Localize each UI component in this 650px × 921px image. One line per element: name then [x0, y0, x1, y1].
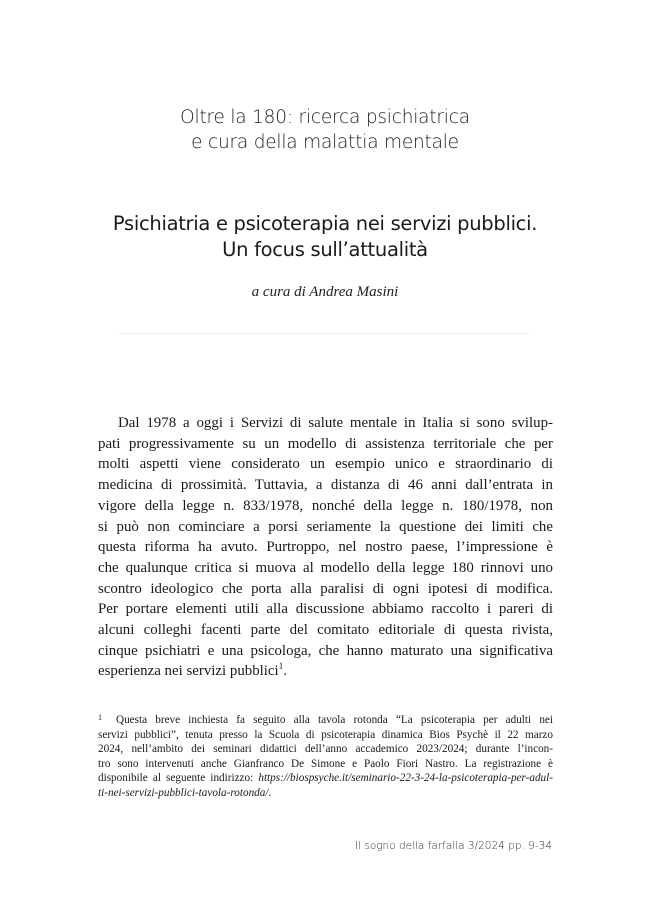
body-line: esperienza nei servizi pubblici$^1$. — [98, 661, 287, 680]
body-line: Per portare elementi utili alla discussione abbiamo raccolto i pareri di — [98, 601, 553, 618]
footnote-line: 2024, nell’ambito dei seminari didattici dell’anno accademico 2023/2024; durante l’incon- — [98, 743, 553, 756]
body-line: Dal 1978 a oggi i Servizi di salute mentale in Italia si sono svilup- — [118, 415, 553, 431]
body-line-text: esperienza nei servizi pubblici — [98, 663, 279, 680]
body-line: molti aspetti viene considerato un esempio unico e straordinario di — [98, 456, 553, 473]
title-separator — [118, 333, 530, 334]
footnote-line: tro sono intervenuti anche Gianfranco De Simone e Paolo Fiori Nastro. La registrazione è — [98, 757, 553, 770]
body-line: questa riforma ha avuto. Purtroppo, nel nostro paese, l’impressione è — [98, 539, 553, 556]
body-line: che qualunque critica si muova al modello della legge 180 rinnovi uno — [98, 559, 553, 576]
body-line: medicina di prossimità. Tuttavia, a distanza di 46 anni dall’entrata in — [98, 477, 553, 494]
running-footer: Il sogno della farfalla 3/2024 pp. 9-34 — [355, 840, 552, 852]
article-title-line-1: Psichiatria e psicoterapia nei servizi pubblici. — [112, 212, 538, 235]
footnote-number: 1 — [98, 713, 102, 722]
section-title — [0, 105, 650, 155]
footnote-line-text: disponibile al seguente indirizzo: — [98, 772, 259, 785]
editor-byline: a cura di Andrea Masini — [251, 284, 399, 300]
article-title — [0, 211, 650, 263]
article-title-line-2: Un focus sull’attualità — [222, 238, 428, 261]
footnote-line: servizi pubblici”, tenuta presso la Scuola di psicoterapia dinamica Bios Psychè il 22 marzo — [98, 728, 553, 741]
footnote-url[interactable]: https://biospsyche.it/seminario-22-3-24-la-psicoterapia-per-adul- — [258, 772, 553, 785]
body-line: cinque psichiatri e una psicologa, che hanno maturato una significativa — [98, 642, 553, 659]
body-line: vigore della legge n. 833/1978, nonché della legge n. 180/1978, non — [98, 497, 553, 514]
footnote-reference: 1 — [278, 661, 284, 672]
section-title-line-2: e cura della malattia mentale — [191, 132, 459, 153]
body-line: pati progressivamente su un modello di assistenza territoriale che per — [98, 435, 553, 452]
footnote-url-continued[interactable]: ti-nei-servizi-pubblici-tavola-rotonda/ — [98, 786, 269, 799]
body-paragraph — [98, 413, 553, 682]
body-line: alcuni colleghi facenti parte del comitato editoriale di questa rivista, — [98, 622, 553, 639]
footnote-line-text: . — [268, 786, 272, 799]
footnote-line — [98, 771, 553, 786]
section-title-line-1: Oltre la 180: ricerca psichiatrica — [180, 107, 470, 128]
footnote-line — [98, 786, 553, 801]
body-line: scontro ideologico che porta alla paralisi di ogni ipotesi di modifica. — [98, 580, 553, 597]
footnote — [98, 711, 553, 801]
footnote-line — [98, 711, 553, 728]
body-line: si può non cominciare a porsi seriamente la questione dei limiti che — [98, 518, 553, 535]
footnote-line-text: Questa breve inchiesta fa seguito alla tavola rotonda “La psicoterapia per adulti nei — [116, 714, 553, 726]
